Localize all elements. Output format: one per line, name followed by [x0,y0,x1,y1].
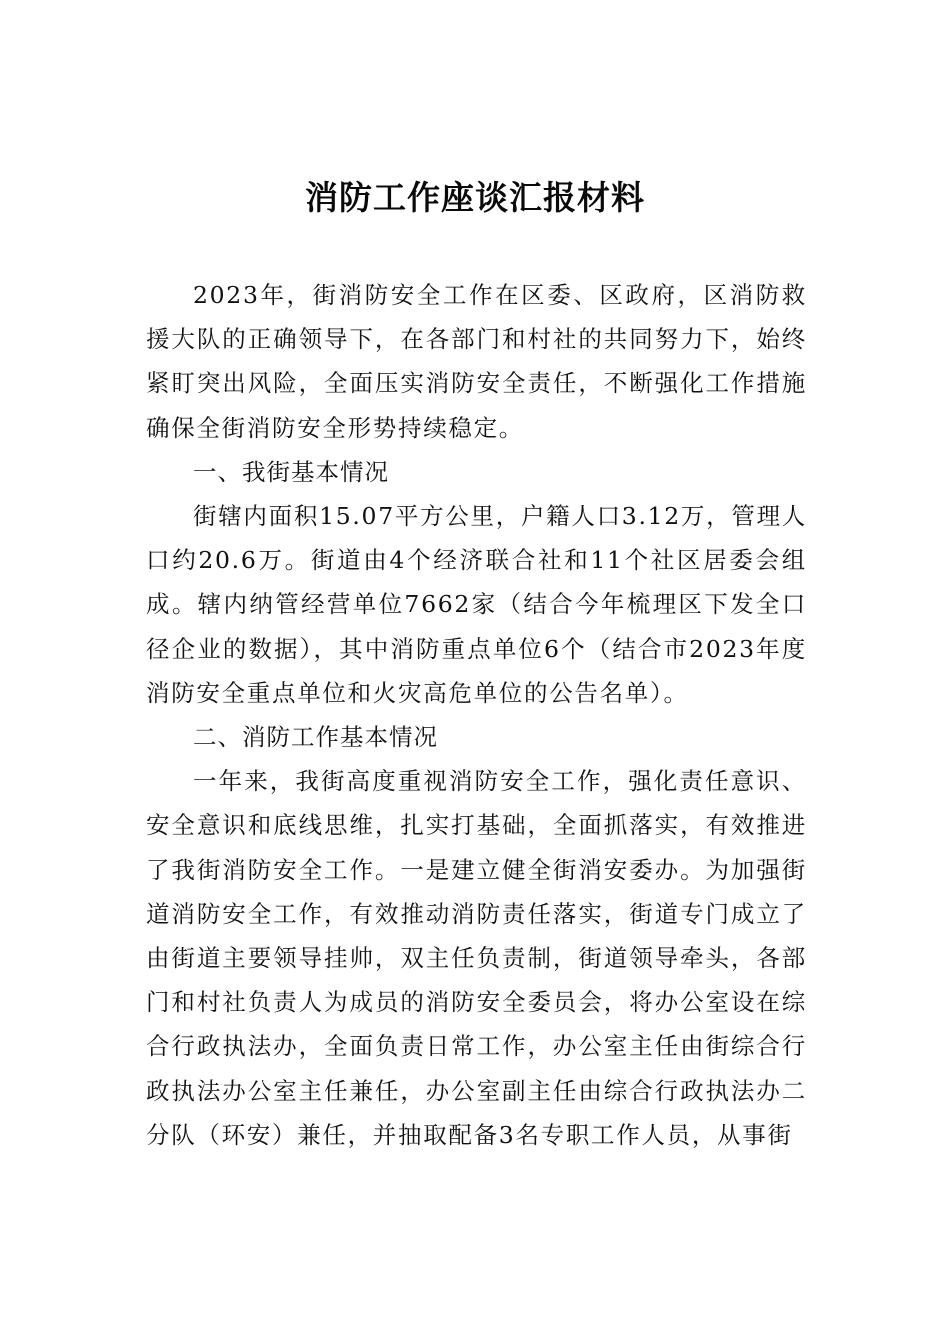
intro-paragraph: 2023年，街消防安全工作在区委、区政府，区消防救援大队的正确领导下，在各部门和村社的共同努力下，始终紧盯突出风险，全面压实消防安全责任，不断强化工作措施确保全街消防安全形势持续稳定。 [146,281,807,442]
section-basic-situation-paragraph: 街辖内面积15.07平方公里，户籍人口3.12万，管理人口约20.6万。街道由4个经济联合社和11个社区居委会组成。辖内纳管经营单位7662家（结合今年梳理区下发全口径企业的数据），其中消防重点单位6个（结合市2023年度消防安全重点单位和火灾高危单位的公告名单）。 [146,502,807,707]
document-title: 消防工作座谈汇报材料 [305,178,645,217]
document-body [146,273,807,1157]
section-heading-fire-work: 二、消防工作基本情况 [193,723,438,752]
section-heading-basic-situation: 一、我街基本情况 [193,457,389,486]
section-fire-work-paragraph: 一年来，我街高度重视消防安全工作，强化责任意识、安全意识和底线思维，扎实打基础，全面抓落实，有效推进了我街消防安全工作。一是建立健全街消安委办。为加强街道消防安全工作，有效推动消防责任落实，街道专门成立了由街道主要领导挂帅，双主任负责制，街道领导牵头，各部门和村社负责人为成员的消防安全委员会，将办公室设在综合行政执法办，全面负责日常工作，办公室主任由街综合行政执法办公室主任兼任，办公室副主任由综合行政执法办二分队（环安）兼任，并抽取配备3名专职工作人员，从事街 [146,767,807,1149]
